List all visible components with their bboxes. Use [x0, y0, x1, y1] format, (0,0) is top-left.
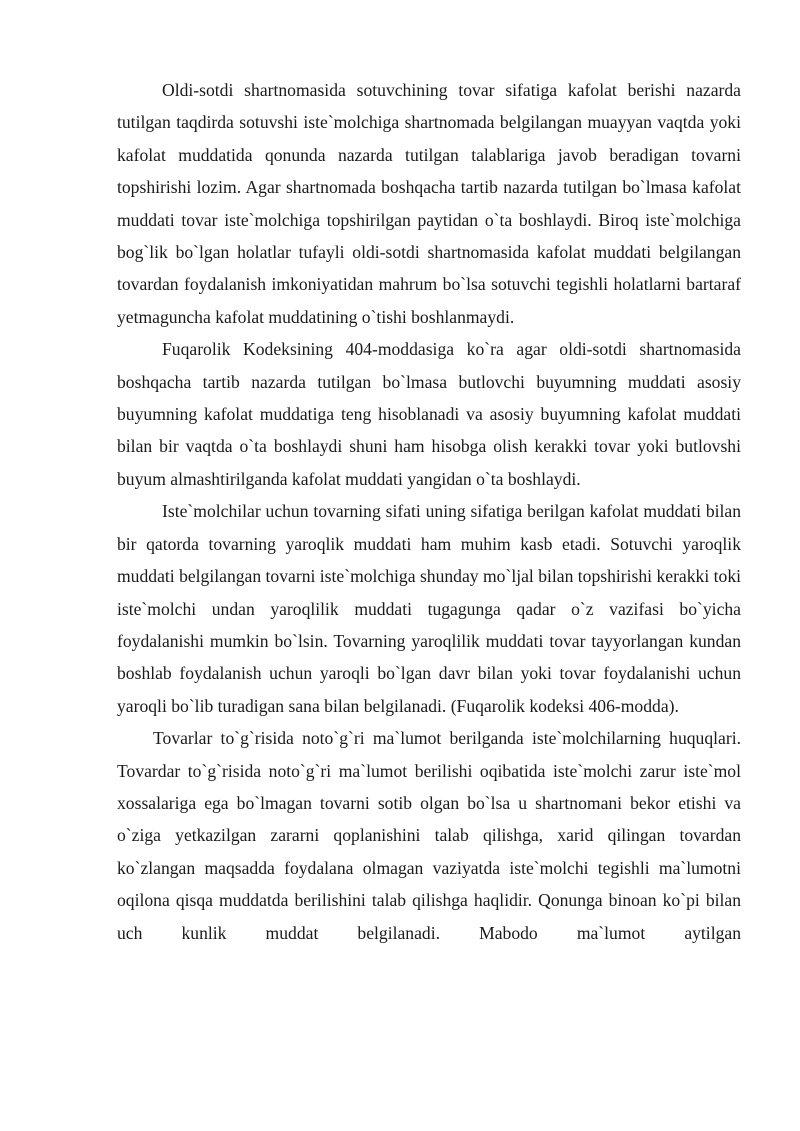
paragraph-warranty-terms: Oldi-sotdi shartnomasida sotuvchining tovar sifatiga kafolat berishi nazarda tutilgan taqdirda sotuvshi iste`molchiga shartnomada belgilangan muayyan vaqtda yoki kafolat muddatida qonunda nazarda tutilgan talablariga javob beradigan tovarni topshirishi lozim. Agar shartnomada boshqacha tartib nazarda tutilgan bo`lmasa kafolat muddati tovar iste`molchiga topshirilgan paytidan o`ta boshlaydi. Biroq iste`molchiga bog`lik bo`lgan holatlar tufayli oldi-sotdi shartnomasida kafolat muddati belgilangan tovardan foydalanish imkoniyatidan mahrum bo`lsa sotuvchi tegishli holatlarni bartaraf yetmaguncha kafolat muddatining o`tishi boshlanmaydi. [117, 80, 741, 327]
paragraph-shelf-life: Iste`molchilar uchun tovarning sifati uning sifatiga berilgan kafolat muddati bilan bir qatorda tovarning yaroqlik muddati ham muhim kasb etadi. Sotuvchi yaroqlik muddati belgilangan tovarni iste`molchiga shunday mo`ljal bilan topshirishi kerakki toki iste`molchi undan yaroqlilik muddati tugagunga qadar o`z vazifasi bo`yicha foydalanishi mumkin bo`lsin. Tovarning yaroqlilik muddati tovar tayyorlangan kundan boshlab foydalanish uchun yaroqli bo`lgan davr bilan yoki tovar foydalanishi uchun yaroqli bo`lib turadigan sana bilan belgilanadi. (Fuqarolik kodeksi 406-modda). [117, 501, 741, 716]
paragraph-incorrect-information: Tovarlar to`g`risida noto`g`ri ma`lumot berilganda iste`molchilarning huquqlari. Tovardar to`g`risida noto`g`ri ma`lumot berilishi oqibatida iste`molchi zarur iste`mol xossalariga ega bo`lmagan tovarni sotib olgan bo`lsa u shartnomani bekor etishi va o`ziga yetkazilgan zararni qoplanishini talab qilishga, xarid qilingan tovardan ko`zlangan maqsadda foydalana olmagan vaziyatda iste`molchi tegishli ma`lumotni oqilona qisqa muddatda berilishini talab qilishga haqlidir. Qonunga binoan ko`pi bilan uch kunlik muddat belgilanadi. Mabodo ma`lumot aytilgan [117, 728, 741, 943]
paragraph-component-warranty: Fuqarolik Kodeksining 404-moddasiga ko`ra agar oldi-sotdi shartnomasida boshqacha tartib nazarda tutilgan bo`lmasa butlovchi buyumning muddati asosiy buyumning kafolat muddatiga teng hisoblanadi va asosiy buyumning kafolat muddati bilan bir vaqtda o`ta boshlaydi shuni ham hisobga olish kerakki tovar yoki butlovshi buyum almashtirilganda kafolat muddati yangidan o`ta boshlaydi. [117, 339, 741, 489]
document-body [117, 74, 741, 949]
